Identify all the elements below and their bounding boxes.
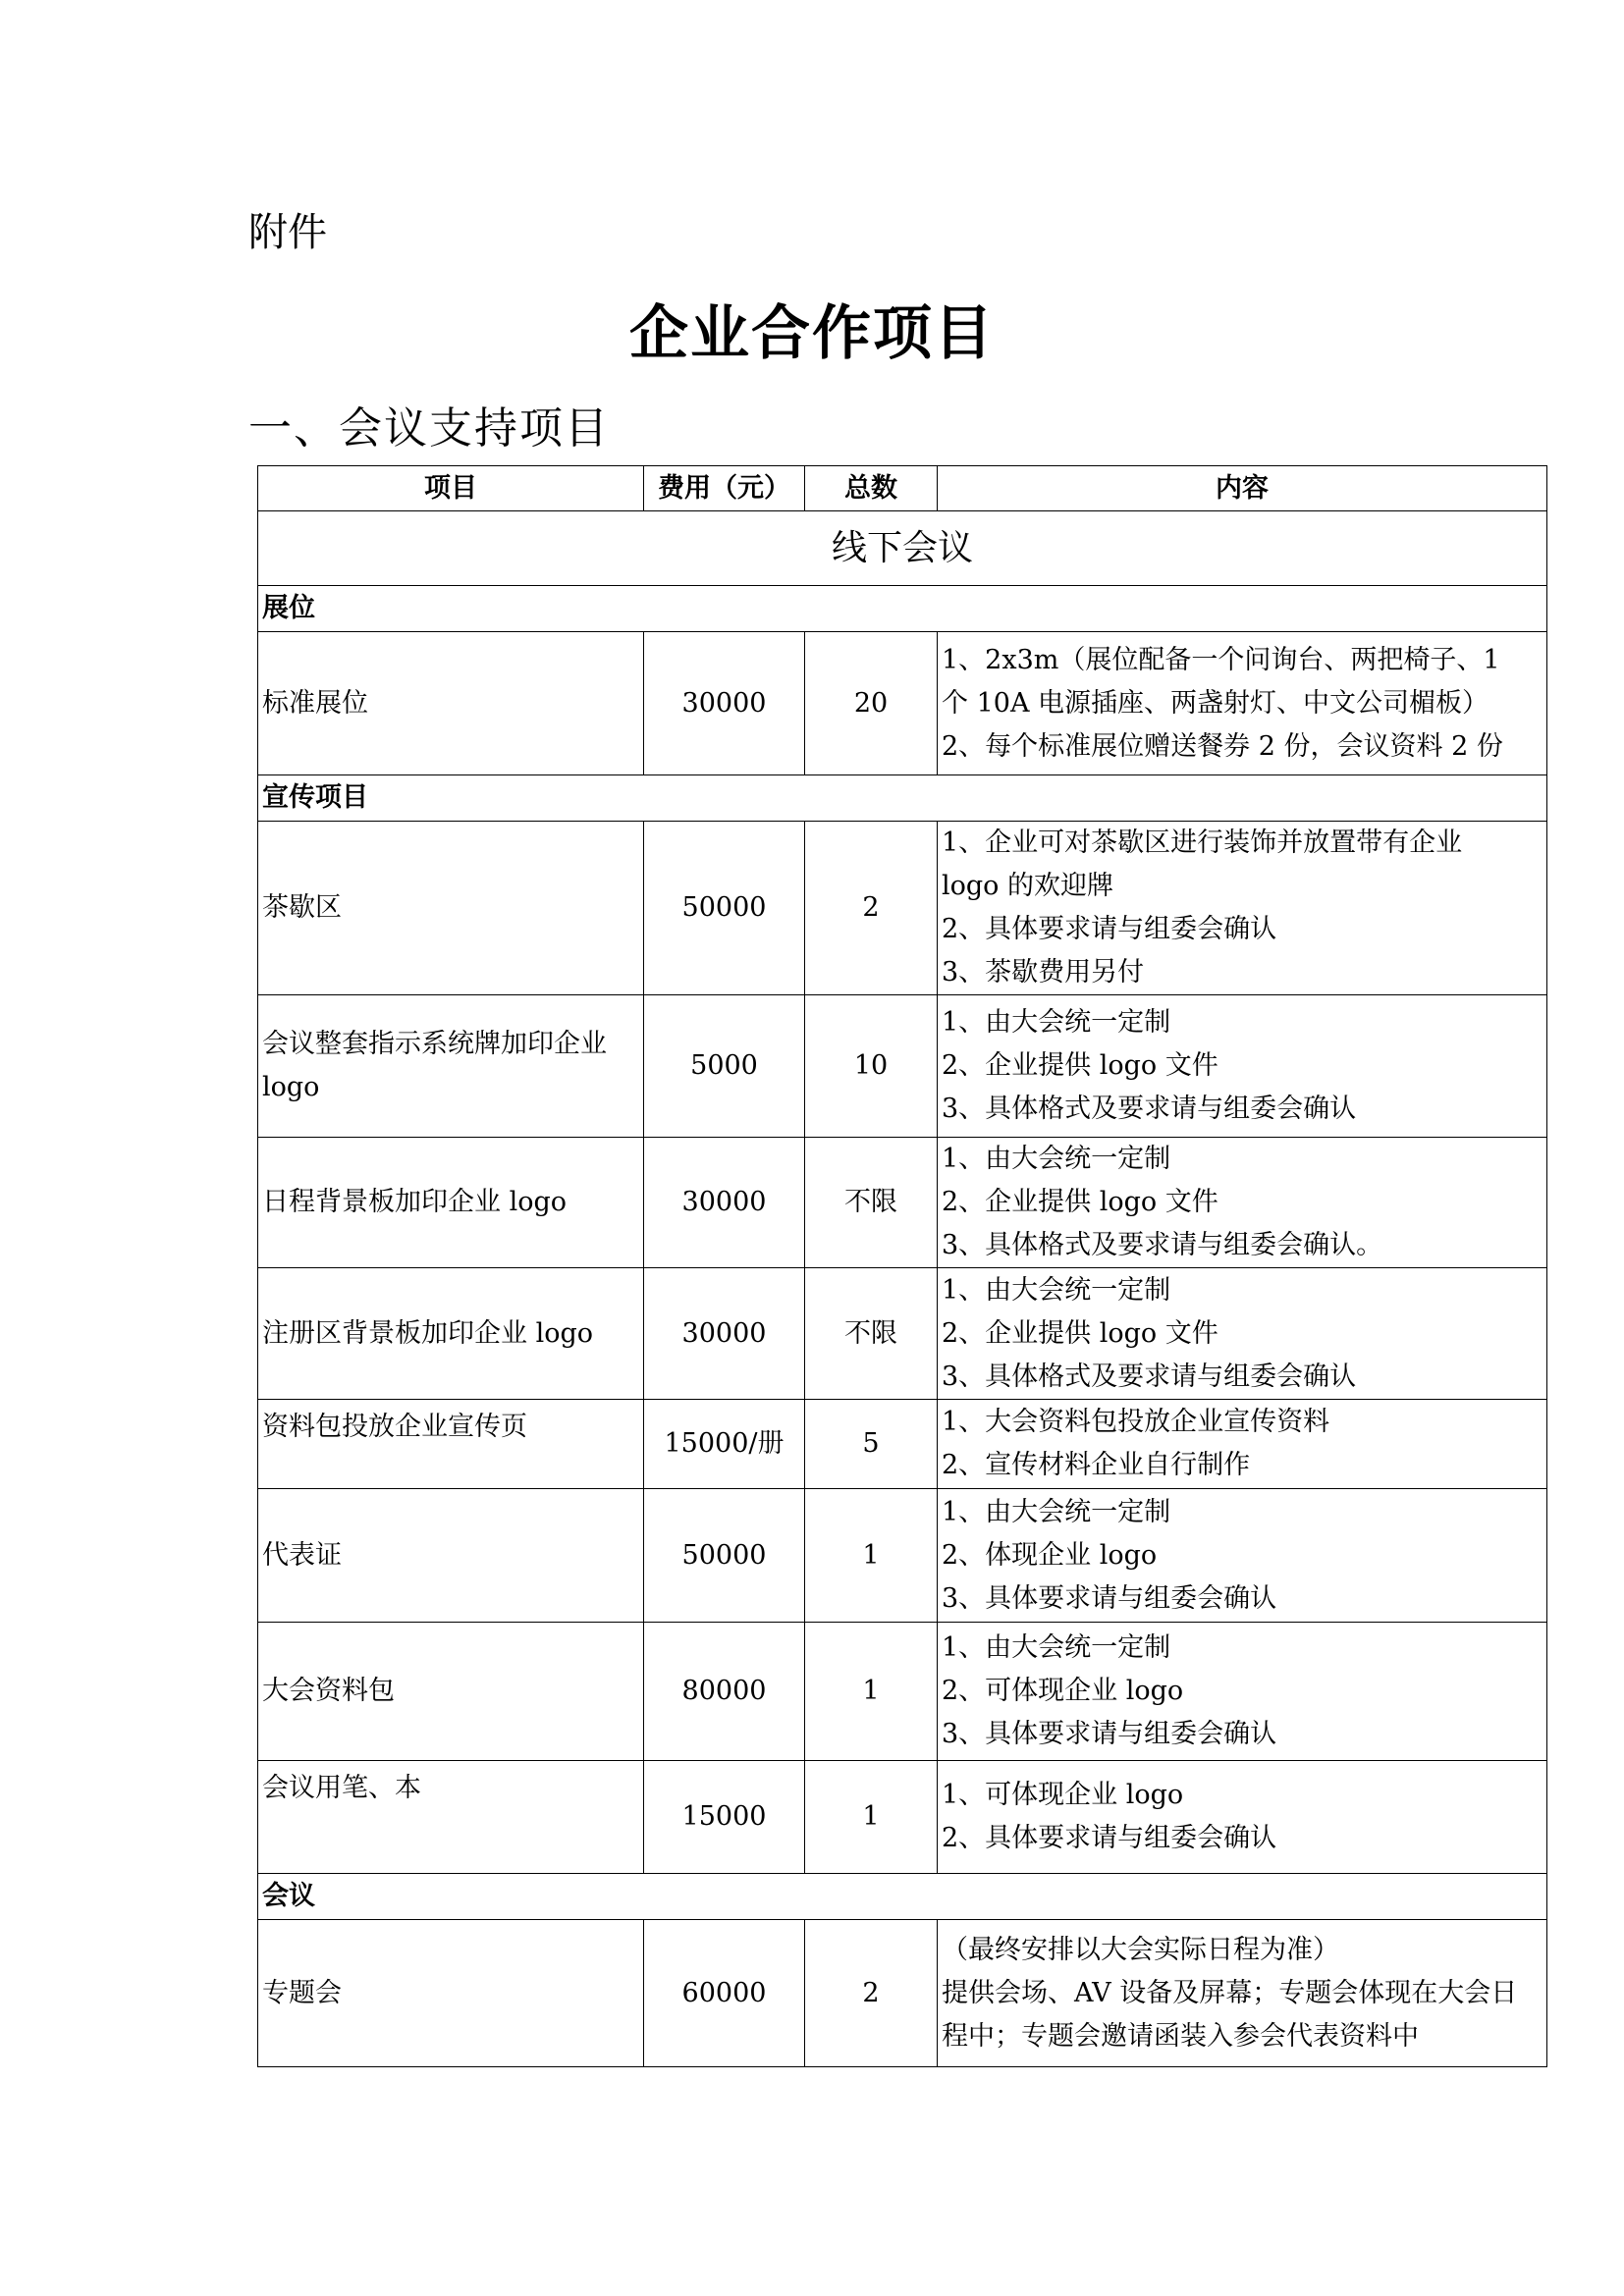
item-content bbox=[938, 822, 1547, 995]
item-fee: 50000 bbox=[644, 1489, 805, 1623]
item-fee: 80000 bbox=[644, 1623, 805, 1761]
item-count: 不限 bbox=[805, 1138, 938, 1268]
banner-row bbox=[258, 511, 1547, 586]
category-label: 展位 bbox=[258, 586, 1547, 632]
table-row bbox=[258, 1920, 1547, 2067]
item-name: 茶歇区 bbox=[258, 822, 644, 995]
item-content bbox=[938, 1761, 1547, 1874]
content-line: 1、由大会统一定制 bbox=[942, 1007, 1171, 1038]
content-line: logo 的欢迎牌 bbox=[942, 871, 1114, 901]
category-label: 宣传项目 bbox=[258, 775, 1547, 822]
item-fee: 60000 bbox=[644, 1920, 805, 2067]
content-line: 1、由大会统一定制 bbox=[942, 1274, 1171, 1306]
item-name: 代表证 bbox=[258, 1489, 644, 1623]
table-row bbox=[258, 1138, 1547, 1268]
item-name: 日程背景板加印企业 logo bbox=[258, 1138, 644, 1268]
content-line: 程中；专题会邀请函装入参会代表资料中 bbox=[942, 2020, 1419, 2052]
content-line: 2、可体现企业 logo bbox=[942, 1676, 1184, 1706]
item-fee: 30000 bbox=[644, 632, 805, 775]
table-row bbox=[258, 822, 1547, 995]
table-row bbox=[258, 1761, 1547, 1874]
item-count: 5 bbox=[805, 1400, 938, 1489]
page-title: 企业合作项目 bbox=[629, 299, 995, 368]
content-line: 1、2x3m（展位配备一个问询台、两把椅子、1 bbox=[942, 644, 1500, 675]
item-content bbox=[938, 1920, 1547, 2067]
content-line: 1、由大会统一定制 bbox=[942, 1496, 1171, 1527]
item-fee: 5000 bbox=[644, 995, 805, 1138]
table-row bbox=[258, 632, 1547, 775]
content-line: 个 10A 电源插座、两盏射灯、中文公司楣板） bbox=[942, 687, 1489, 719]
content-line: 1、由大会统一定制 bbox=[942, 1632, 1171, 1663]
category-row bbox=[258, 1874, 1547, 1920]
content-line: 2、体现企业 logo bbox=[942, 1539, 1158, 1571]
item-count: 2 bbox=[805, 822, 938, 995]
attachment-label: 附件 bbox=[248, 210, 327, 255]
table-row bbox=[258, 1400, 1547, 1489]
header-content: 内容 bbox=[938, 466, 1547, 511]
item-content bbox=[938, 1268, 1547, 1400]
table-row bbox=[258, 995, 1547, 1138]
item-name: 注册区背景板加印企业 logo bbox=[258, 1268, 644, 1400]
header-fee: 费用（元） bbox=[644, 466, 805, 511]
content-line: 1、大会资料包投放企业宣传资料 bbox=[942, 1407, 1330, 1437]
item-name: 大会资料包 bbox=[258, 1623, 644, 1761]
item-name: 会议整套指示系统牌加印企业logo bbox=[258, 995, 644, 1138]
header-count: 总数 bbox=[805, 466, 938, 511]
banner-label: 线下会议 bbox=[258, 511, 1547, 586]
content-line: 2、每个标准展位赠送餐券 2 份，会议资料 2 份 bbox=[942, 730, 1503, 762]
table-header-row bbox=[258, 466, 1547, 511]
content-line: 1、企业可对茶歇区进行装饰并放置带有企业 bbox=[942, 828, 1463, 858]
item-fee: 30000 bbox=[644, 1138, 805, 1268]
item-count: 2 bbox=[805, 1920, 938, 2067]
content-line: 2、企业提供 logo 文件 bbox=[942, 1187, 1218, 1217]
content-line: 3、具体格式及要求请与组委会确认 bbox=[942, 1094, 1357, 1124]
content-line: 2、企业提供 logo 文件 bbox=[942, 1317, 1218, 1349]
item-name: 标准展位 bbox=[258, 632, 644, 775]
item-name: 专题会 bbox=[258, 1920, 644, 2067]
category-row bbox=[258, 775, 1547, 822]
item-fee: 15000/册 bbox=[644, 1400, 805, 1489]
item-name: 资料包投放企业宣传页 bbox=[258, 1400, 644, 1489]
section-heading: 一、会议支持项目 bbox=[248, 403, 610, 454]
item-content bbox=[938, 1623, 1547, 1761]
header-item: 项目 bbox=[258, 466, 644, 511]
content-line: 2、具体要求请与组委会确认 bbox=[942, 1823, 1277, 1853]
content-line: （最终安排以大会实际日程为准） bbox=[942, 1934, 1339, 1965]
content-line: 1、由大会统一定制 bbox=[942, 1144, 1171, 1174]
item-name: 会议用笔、本 bbox=[258, 1761, 644, 1874]
item-content bbox=[938, 995, 1547, 1138]
item-content bbox=[938, 1400, 1547, 1489]
content-line: 3、具体要求请与组委会确认 bbox=[942, 1582, 1277, 1614]
item-count: 不限 bbox=[805, 1268, 938, 1400]
category-label: 会议 bbox=[258, 1874, 1547, 1920]
item-content bbox=[938, 1489, 1547, 1623]
item-count: 1 bbox=[805, 1761, 938, 1874]
item-content bbox=[938, 1138, 1547, 1268]
content-line: 1、可体现企业 logo bbox=[942, 1780, 1184, 1810]
content-line: 3、茶歇费用另付 bbox=[942, 957, 1145, 988]
item-fee: 15000 bbox=[644, 1761, 805, 1874]
content-line: 2、宣传材料企业自行制作 bbox=[942, 1450, 1251, 1480]
table-row bbox=[258, 1623, 1547, 1761]
item-fee: 50000 bbox=[644, 822, 805, 995]
content-line: 2、企业提供 logo 文件 bbox=[942, 1050, 1218, 1081]
content-line: 提供会场、AV 设备及屏幕；专题会体现在大会日 bbox=[942, 1977, 1518, 2008]
content-line: 3、具体格式及要求请与组委会确认 bbox=[942, 1361, 1357, 1392]
item-count: 10 bbox=[805, 995, 938, 1138]
cooperation-table bbox=[257, 465, 1547, 2067]
item-count: 20 bbox=[805, 632, 938, 775]
category-row bbox=[258, 586, 1547, 632]
item-count: 1 bbox=[805, 1623, 938, 1761]
item-count: 1 bbox=[805, 1489, 938, 1623]
table-row bbox=[258, 1489, 1547, 1623]
content-line: 3、具体格式及要求请与组委会确认。 bbox=[942, 1230, 1383, 1260]
table-row bbox=[258, 1268, 1547, 1400]
item-fee: 30000 bbox=[644, 1268, 805, 1400]
content-line: 3、具体要求请与组委会确认 bbox=[942, 1719, 1277, 1749]
item-content bbox=[938, 632, 1547, 775]
content-line: 2、具体要求请与组委会确认 bbox=[942, 914, 1277, 944]
